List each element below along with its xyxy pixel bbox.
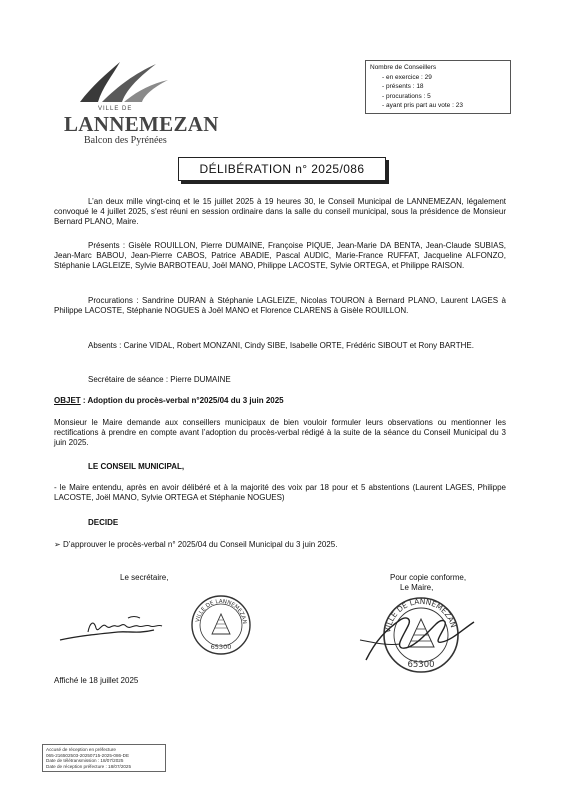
receipt-line: Accusé de réception en préfecture (46, 747, 116, 752)
decide-heading: DECIDE (88, 518, 119, 527)
counsellors-box (365, 60, 511, 114)
counsellors-item: - procurations : 5 (382, 92, 431, 100)
logo-ville-de: VILLE DE (98, 106, 133, 112)
posted-date: Affiché le 18 juillet 2025 (54, 676, 139, 685)
secretary-signature-label: Le secrétaire, (120, 573, 169, 582)
city-logo (54, 56, 224, 166)
presents-paragraph: Présents : Gisèle ROUILLON, Pierre DUMAINE, Françoise PIQUE, Jean-Marie DA BENTA, Jean-Claude SUBIAS, Jean-Marc BABOU, Jean-Pierre CABOS, Patrice ABADIE, Pascal AUDIC, Marie-France RUFFAT, Jacqueline ALFONZO, Stéphanie LAGLEIZE, Sylvie BARBOTEAU, Joël MANO, Philippe LACOSTE, Sylvie ORTEGA, et Philippe RAISON. (54, 241, 506, 271)
decision-text: D’approuver le procès-verbal n° 2025/04 du Conseil Municipal du 3 juin 2025. (62, 540, 338, 549)
city-seal-left (190, 594, 252, 656)
receipt-line: 065-216502503-20250715-2025-086-DE (46, 752, 130, 758)
receipt-line: Date de réception préfecture : 18/07/2025 (46, 763, 132, 769)
receipt-line: Date de télétransmission : 18/07/2025 (46, 758, 124, 764)
mountain-logo-icon (72, 56, 182, 106)
objet-line (54, 396, 506, 406)
secretary-signature (58, 612, 178, 646)
logo-tagline: Balcon des Pyrénées (84, 135, 167, 146)
decision-line (54, 540, 506, 550)
mayor-label: Le Maire, (400, 583, 434, 592)
counsellors-item: - en exercice : 29 (382, 73, 432, 81)
counsellors-item: - ayant pris part au vote : 23 (382, 102, 463, 109)
seal-right-code: 65300 (407, 660, 435, 670)
seal-left-text: VILLE DE LANNEMEZAN (195, 598, 248, 625)
counsellors-item: - présents : 18 (382, 83, 424, 90)
intro-paragraph: L’an deux mille vingt-cinq et le 15 juillet 2025 à 19 heures 30, le Conseil Municipal de LANNEMEZAN, légalement convoqué le 4 juillet 2025, s’est réuni en session ordinaire dans la salle du conseil municipal, sous la présidence de Monsieur Bernard PLANO, Maire. (54, 197, 506, 227)
copy-conforme-label: Pour copie conforme, (390, 573, 467, 582)
objet-label: OBJET (54, 396, 81, 405)
absents-paragraph: Absents : Carine VIDAL, Robert MONZANI, Cindy SIBE, Isabelle ORTE, Frédéric SIBOUT et Rony BARTHE. (88, 341, 474, 350)
logo-city-name: LANNEMEZAN (64, 112, 219, 136)
seal-left-code: 65300 (210, 643, 232, 651)
counsellors-heading: Nombre de Conseillers (370, 64, 437, 71)
mayor-signature (356, 600, 486, 670)
vote-paragraph: - le Maire entendu, après en avoir délibéré et à la majorité des voix par 18 pour et 5 abstentions (Laurent LAGES, Philippe LACOSTE, Joël MANO, Sylvie ORTEGA et Stéphanie NOGUES) (54, 483, 506, 503)
procurations-paragraph: Procurations : Sandrine DURAN à Stéphanie LAGLEIZE, Nicolas TOURON à Bernard PLANO, Laurent LAGES à Philippe LACOSTE, Stéphanie NOGUES à Joël MANO et Florence CLARENS à Gisèle ROUILLON. (54, 296, 506, 316)
council-heading: LE CONSEIL MUNICIPAL, (88, 462, 185, 471)
request-paragraph: Monsieur le Maire demande aux conseillers municipaux de bien vouloir formuler leurs observations ou mentionner les rectifications à prendre en compte avant l’adoption du procès-verbal rédigé à la suite de la séance du Conseil Municipal du 3 juin 2025. (54, 418, 506, 448)
seal-right-text: VILLE DE LANNEMEZAN (383, 596, 459, 634)
prefecture-receipt-box (42, 744, 166, 772)
secretary-paragraph: Secrétaire de séance : Pierre DUMAINE (88, 375, 231, 384)
deliberation-title: DÉLIBÉRATION n° 2025/086 (178, 157, 386, 181)
objet-text: : Adoption du procès-verbal n°2025/04 du 3 juin 2025 (80, 396, 284, 405)
arrow-bullet-icon: ➢ (54, 540, 63, 549)
